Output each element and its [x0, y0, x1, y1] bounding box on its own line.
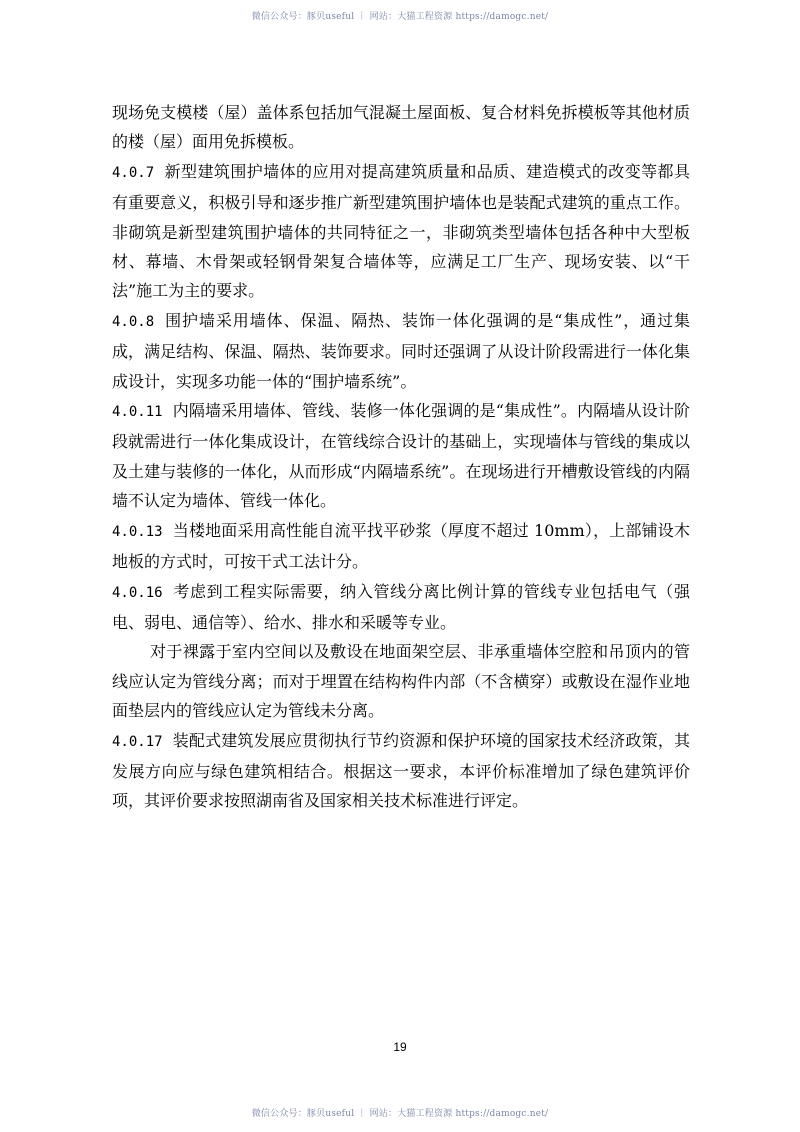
- clause-number: 4.0.17: [112, 733, 163, 750]
- page-number: 19: [393, 1040, 407, 1054]
- paragraph-clause-4-0-16: [112, 577, 690, 638]
- paragraph-text: 装配式建筑发展应贯彻执行节约资源和保护环境的国家技术经济政策，其发展方向应与绿色建筑相结合。根据这一要求，本评价标准增加了绿色建筑评价项，其评价要求按照湖南省及国家相关技术标准进行评定。: [112, 730, 690, 811]
- paragraph-text: 内隔墙采用墙体、管线、装修一体化强调的是“集成性”。内隔墙从设计阶段就需进行一体化集成设计，在管线综合设计的基础上，实现墙体与管线的集成以及土建与装修的一体化，从而形成“内隔墙系统”。在现场进行开槽敷设管线的内隔墙不认定为墙体、管线一体化。: [112, 401, 690, 511]
- paragraph-text: 围护墙采用墙体、保温、隔热、装饰一体化强调的是“集成性”，通过集成，满足结构、保温、隔热、装饰要求。同时还强调了从设计阶段需进行一体化集成设计，实现多功能一体的“围护墙系统”。: [112, 310, 690, 391]
- document-body: [112, 98, 690, 816]
- paragraph-clause-4-0-13: [112, 516, 690, 577]
- paragraph-continuation: [112, 98, 690, 157]
- paragraph-clause-4-0-17: [112, 726, 690, 816]
- watermark-bottom: 微信公众号：豚贝useful ｜ 网站：大猫工程资源 https://damogc.net/: [251, 1109, 549, 1119]
- paragraph-text: 现场免支模楼（屋）盖体系包括加气混凝土屋面板、复合材料免拆模板等其他材质的楼（屋）面用免拆模板。: [112, 103, 690, 152]
- clause-number: 4.0.8: [112, 313, 155, 330]
- watermark-top: 微信公众号：豚贝useful ｜ 网站：大猫工程资源 https://damogc.net/: [251, 12, 549, 22]
- clause-number: 4.0.13: [112, 523, 163, 540]
- paragraph-text: 新型建筑围护墙体的应用对提高建筑质量和品质、建造模式的改变等都具有重要意义，积极引导和逐步推广新型建筑围护墙体也是装配式建筑的重点工作。非砌筑是新型建筑围护墙体的共同特征之一，非砌筑类型墙体包括各种中大型板材、幕墙、木骨架或轻钢骨架复合墙体等，应满足工厂生产、现场安装、以“干法”施工为主的要求。: [112, 161, 690, 301]
- paragraph-clause-4-0-11: [112, 396, 690, 516]
- paragraph-text: 对于裸露于室内空间以及敷设在地面架空层、非承重墙体空腔和吊顶内的管线应认定为管线分离；而对于埋置在结构构件内部（不含横穿）或敷设在湿作业地面垫层内的管线应认定为管线未分离。: [112, 642, 690, 721]
- paragraph-clause-4-0-7: [112, 157, 690, 306]
- clause-number: 4.0.11: [112, 404, 163, 421]
- clause-number: 4.0.16: [112, 584, 163, 601]
- clause-number: 4.0.7: [112, 164, 155, 181]
- paragraph-text: 当楼地面采用高性能自流平找平砂浆（厚度不超过 10mm），上部铺设木地板的方式时，可按干式工法计分。: [112, 520, 690, 572]
- paragraph-indented: [112, 637, 690, 725]
- paragraph-clause-4-0-8: [112, 306, 690, 396]
- paragraph-text: 考虑到工程实际需要，纳入管线分离比例计算的管线专业包括电气（强电、弱电、通信等）、给水、排水和采暖等专业。: [112, 581, 690, 632]
